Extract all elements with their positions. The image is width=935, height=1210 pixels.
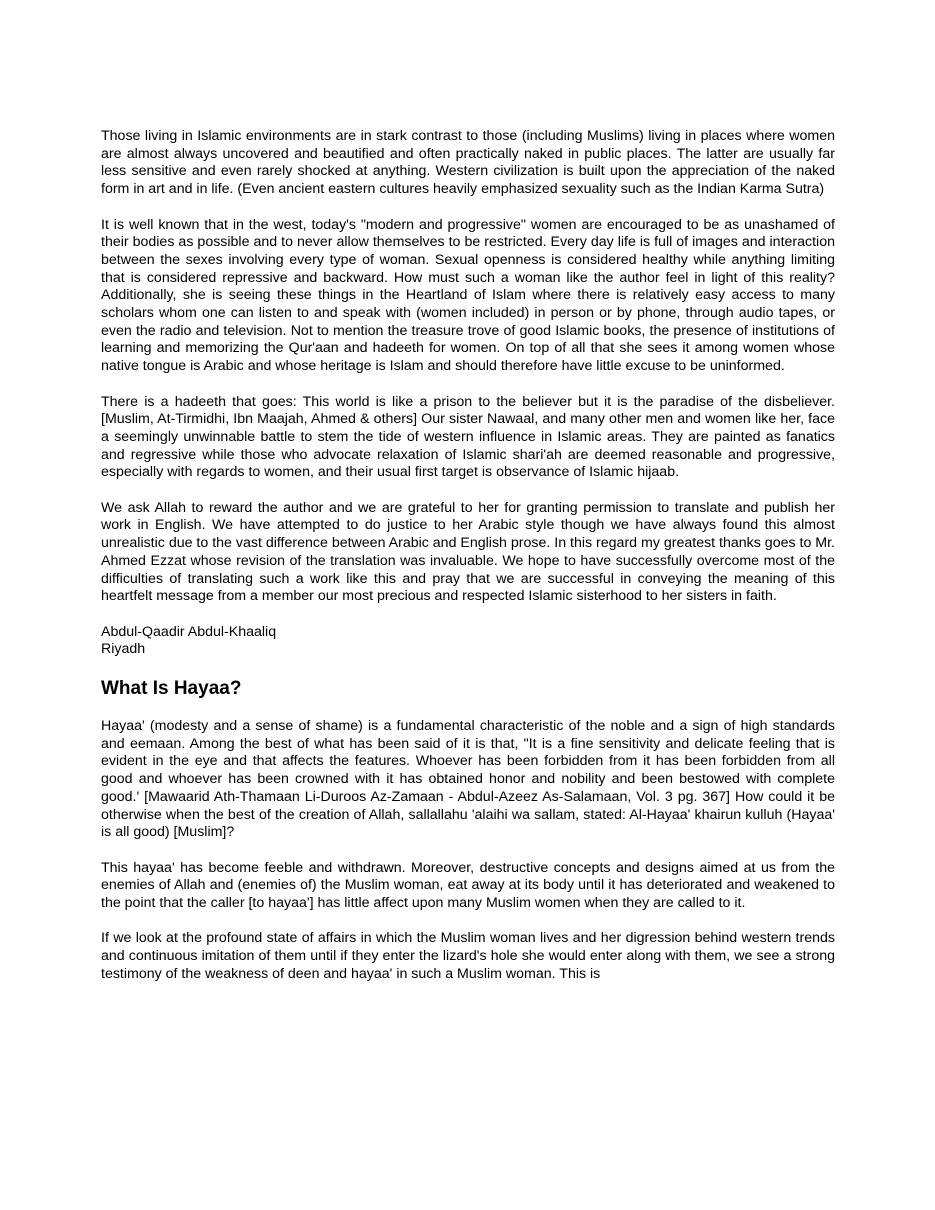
document-page: [101, 128, 835, 984]
signature-name: Abdul-Qaadir Abdul-Khaaliq: [101, 623, 277, 640]
paragraph-section-3: If we look at the profound state of affairs in which the Muslim woman lives and her digression behind western trends and continuous imitation of them until if they enter the lizard's hole she would enter along with them, we see a strong testimony of the weakness of deen and hayaa' in such a Muslim woman. This is: [101, 930, 835, 982]
paragraph-intro-4: We ask Allah to reward the author and we are grateful to her for granting permission to translate and publish her work in English. We have attempted to do justice to her Arabic style though we have always found this almost unrealistic due to the vast difference between Arabic and English prose. In this regard my greatest thanks goes to Mr. Ahmed Ezzat whose revision of the translation was invaluable. We hope to have successfully overcome most of the difficulties of translating such a work like this and pray that we are successful in conveying the meaning of this heartfelt message from a member our most precious and respected Islamic sisterhood to her sisters in faith.: [101, 499, 835, 605]
section-heading: What Is Hayaa?: [101, 678, 242, 700]
paragraph-intro-3: There is a hadeeth that goes: This world is like a prison to the believer but it is the paradise of the disbeliever. [Muslim, At-Tirmidhi, Ibn Maajah, Ahmed & others] Our sister Nawaal, and many other men and women like her, face a seemingly unwinnable battle to stem the tide of western influence in Islamic areas. They are painted as fanatics and regressive while those who advocate relaxation of Islamic shari'ah are deemed reasonable and progressive, especially with regards to women, and their usual first target is observance of Islamic hijaab.: [101, 393, 835, 481]
signature-block: [101, 624, 835, 659]
signature-place: Riyadh: [101, 641, 146, 658]
paragraph-section-2: This hayaa' has become feeble and withdrawn. Moreover, destructive concepts and designs aimed at us from the enemies of Allah and (enemies of) the Muslim woman, eat away at its body until it has deteriorated and weakened to the point that the caller [to hayaa'] has little affect upon many Muslim women when they are called to it.: [101, 859, 835, 912]
paragraph-intro-2: It is well known that in the west, today's "modern and progressive" women are encouraged to be as unashamed of their bodies as possible and to never allow themselves to be restricted. Every day life is full of images and interaction between the sexes involving every type of woman. Sexual openness is considered healthy while anything limiting that is considered repressive and backward. How must such a woman like the author feel in light of this reality? Additionally, she is seeing these things in the Heartland of Islam where there is relatively easy access to many scholars whom one can listen to and speak with (women included) in person or by phone, through audio tapes, or even the radio and television. Not to mention the treasure trove of good Islamic books, the presence of institutions of learning and memorizing the Qur'aan and hadeeth for women. On top of all that she sees it among women whose native tongue is Arabic and whose heritage is Islam and should therefore have little excuse to be uninformed.: [101, 216, 835, 375]
paragraph-section-1: Hayaa' (modesty and a sense of shame) is a fundamental characteristic of the noble and a sign of high standards and eemaan. Among the best of what has been said of it is that, "It is a fine sensitivity and delicate feeling that is evident in the eye and that affects the features. Whoever has been forbidden from it has been forbidden from all good and whoever has been crowned with it has obtained honor and nobility and been bestowed with complete good.' [Mawaarid Ath-Thamaan Li-Duroos Az-Zamaan - Abdul-Azeez As-Salamaan, Vol. 3 pg. 367] How could it be otherwise when the best of the creation of Allah, sallallahu 'alaihi wa sallam, stated: Al-Hayaa' khairun kulluh (Hayaa' is all good) [Muslim]?: [101, 718, 835, 841]
paragraph-intro-1: Those living in Islamic environments are in stark contrast to those (including Muslims) living in places where women are almost always uncovered and beautified and often practically naked in public places. The latter are usually far less sensitive and even rarely shocked at anything. Western civilization is built upon the appreciation of the naked form in art and in life. (Even ancient eastern cultures heavily emphasized sexuality such as the Indian Karma Sutra): [101, 128, 835, 198]
